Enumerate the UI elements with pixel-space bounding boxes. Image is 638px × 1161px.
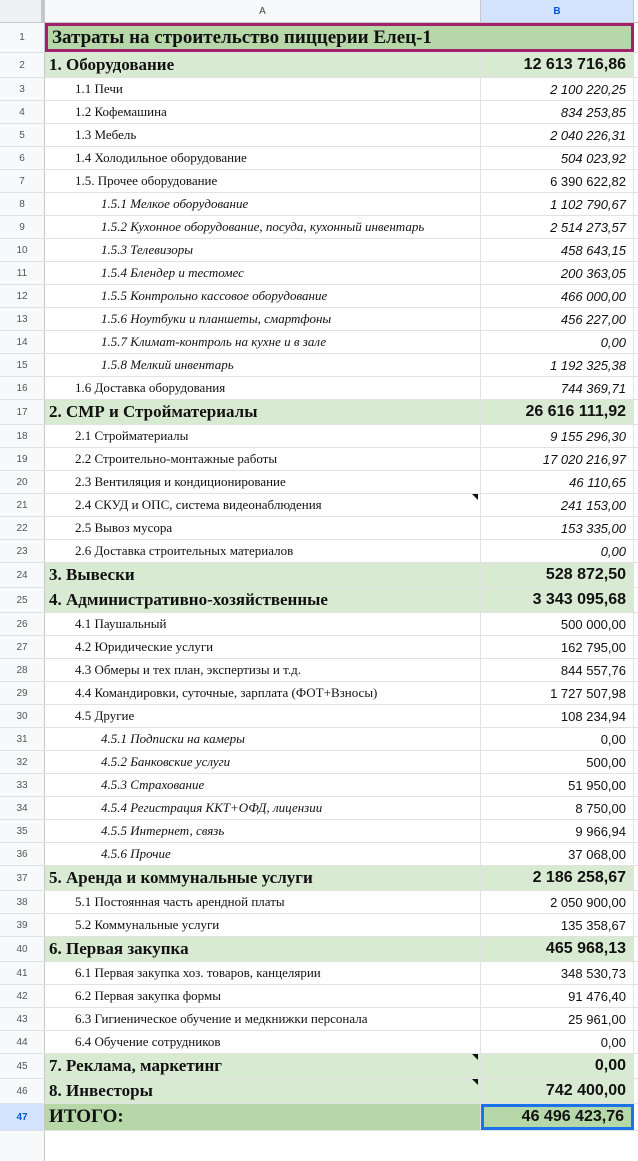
label-cell[interactable]: 4.5.1 Подписки на камеры xyxy=(45,728,481,750)
row-number[interactable]: 25 xyxy=(0,588,45,612)
label-cell[interactable]: 4.5.6 Прочие xyxy=(45,843,481,865)
label-cell[interactable]: 4.5 Другие xyxy=(45,705,481,727)
value-cell[interactable]: 500,00 xyxy=(481,751,634,773)
item-row xyxy=(0,540,638,563)
row-number[interactable]: 10 xyxy=(0,239,45,261)
section-row xyxy=(0,1079,638,1104)
value-cell[interactable]: 3 343 095,68 xyxy=(481,588,634,612)
item-row xyxy=(0,636,638,659)
item-row xyxy=(0,239,638,262)
value-cell[interactable]: 9 155 296,30 xyxy=(481,425,634,447)
label-cell[interactable]: 4.5.4 Регистрация ККТ+ОФД, лицензии xyxy=(45,797,481,819)
value-cell[interactable]: 0,00 xyxy=(481,331,634,353)
label-cell[interactable]: 4.5.3 Страхование xyxy=(45,774,481,796)
label-cell[interactable]: 1.5.4 Блендер и тестомес xyxy=(45,262,481,284)
item-row xyxy=(0,613,638,636)
value-cell[interactable]: 466 000,00 xyxy=(481,285,634,307)
row-number[interactable]: 22 xyxy=(0,517,45,539)
value-cell[interactable]: 1 102 790,67 xyxy=(481,193,634,215)
item-row xyxy=(0,914,638,937)
value-cell[interactable]: 2 050 900,00 xyxy=(481,891,634,913)
column-header-bar xyxy=(0,0,638,23)
label-cell[interactable]: 1.3 Мебель xyxy=(45,124,481,146)
row-number[interactable]: 18 xyxy=(0,425,45,447)
row-number[interactable]: 20 xyxy=(0,471,45,493)
value-cell[interactable]: 46 110,65 xyxy=(481,471,634,493)
row-number[interactable]: 31 xyxy=(0,728,45,750)
label-cell[interactable]: 2.4 СКУД и ОПС, система видеонаблюдения xyxy=(45,494,481,516)
row-number[interactable]: 28 xyxy=(0,659,45,681)
value-cell[interactable]: 37 068,00 xyxy=(481,843,634,865)
item-row xyxy=(0,797,638,820)
row-number[interactable]: 16 xyxy=(0,377,45,399)
label-cell[interactable]: 4.5.5 Интернет, связь xyxy=(45,820,481,842)
value-cell[interactable]: 1 727 507,98 xyxy=(481,682,634,704)
item-row xyxy=(0,891,638,914)
empty-row xyxy=(0,1131,638,1161)
row-number[interactable]: 29 xyxy=(0,682,45,704)
label-cell[interactable]: 2.2 Строительно-монтажные работы xyxy=(45,448,481,470)
label-cell[interactable]: 1.2 Кофемашина xyxy=(45,101,481,123)
row-number[interactable]: 34 xyxy=(0,797,45,819)
item-row xyxy=(0,774,638,797)
label-cell[interactable]: 4. Административно-хозяйственные xyxy=(45,588,481,612)
item-row xyxy=(0,377,638,400)
item-row xyxy=(0,517,638,540)
row-number[interactable]: 39 xyxy=(0,914,45,936)
label-cell[interactable]: 5. Аренда и коммунальные услуги xyxy=(45,866,481,890)
value-cell[interactable]: 742 400,00 xyxy=(481,1079,634,1103)
row-number[interactable]: 33 xyxy=(0,774,45,796)
label-cell[interactable]: 1.5.2 Кухонное оборудование, посуда, кухонный инвентарь xyxy=(45,216,481,238)
row-number[interactable]: 27 xyxy=(0,636,45,658)
row-number[interactable]: 21 xyxy=(0,494,45,516)
value-cell[interactable]: 6 390 622,82 xyxy=(481,170,634,192)
label-cell[interactable]: 4.3 Обмеры и тех план, экспертизы и т.д. xyxy=(45,659,481,681)
row-number[interactable]: 6 xyxy=(0,147,45,169)
item-row xyxy=(0,354,638,377)
value-cell[interactable]: 1 192 325,38 xyxy=(481,354,634,376)
row-number[interactable]: 13 xyxy=(0,308,45,330)
value-cell[interactable]: 241 153,00 xyxy=(481,494,634,516)
sheet-title-cell[interactable]: Затраты на строительство пиццерии Елец-1 xyxy=(45,23,634,52)
row-number[interactable]: 32 xyxy=(0,751,45,773)
row-number[interactable]: 44 xyxy=(0,1031,45,1053)
item-row xyxy=(0,308,638,331)
label-cell[interactable]: 1.4 Холодильное оборудование xyxy=(45,147,481,169)
row-number[interactable] xyxy=(0,1131,45,1161)
row-number[interactable]: 30 xyxy=(0,705,45,727)
label-cell[interactable]: 5.2 Коммунальные услуги xyxy=(45,914,481,936)
value-cell[interactable]: 162 795,00 xyxy=(481,636,634,658)
item-row xyxy=(0,448,638,471)
label-cell[interactable]: 3. Вывески xyxy=(45,563,481,587)
value-cell[interactable]: 2 100 220,25 xyxy=(481,78,634,100)
value-cell[interactable]: 528 872,50 xyxy=(481,563,634,587)
value-cell[interactable]: 26 616 111,92 xyxy=(481,400,634,424)
value-cell[interactable]: 135 358,67 xyxy=(481,914,634,936)
item-row xyxy=(0,985,638,1008)
value-cell[interactable]: 91 476,40 xyxy=(481,985,634,1007)
label-cell[interactable]: 1.6 Доставка оборудования xyxy=(45,377,481,399)
item-row xyxy=(0,331,638,354)
label-cell[interactable]: 4.1 Паушальный xyxy=(45,613,481,635)
label-cell[interactable]: 6.1 Первая закупка хоз. товаров, канцелярии xyxy=(45,962,481,984)
label-cell[interactable]: 2.3 Вентиляция и кондиционирование xyxy=(45,471,481,493)
item-row xyxy=(0,78,638,101)
column-header-a[interactable]: A xyxy=(45,0,481,22)
comment-indicator-icon[interactable] xyxy=(472,1054,478,1060)
item-row xyxy=(0,285,638,308)
label-cell[interactable]: 6.4 Обучение сотрудников xyxy=(45,1031,481,1053)
item-row xyxy=(0,262,638,285)
label-cell[interactable]: 2. СМР и Стройматериалы xyxy=(45,400,481,424)
value-cell[interactable]: 834 253,85 xyxy=(481,101,634,123)
value-cell[interactable]: 0,00 xyxy=(481,540,634,562)
row-number[interactable]: 5 xyxy=(0,124,45,146)
total-row xyxy=(0,1104,638,1131)
row-number[interactable]: 9 xyxy=(0,216,45,238)
label-cell[interactable]: 1.5.7 Климат-контроль на кухне и в зале xyxy=(45,331,481,353)
row-number[interactable]: 47 xyxy=(0,1104,45,1130)
item-row xyxy=(0,843,638,866)
value-cell[interactable]: 0,00 xyxy=(481,1031,634,1053)
section-row xyxy=(0,588,638,613)
row-number[interactable]: 7 xyxy=(0,170,45,192)
section-row xyxy=(0,563,638,588)
item-row xyxy=(0,147,638,170)
value-cell[interactable]: 348 530,73 xyxy=(481,962,634,984)
row-number[interactable]: 2 xyxy=(0,53,45,77)
value-cell[interactable]: 17 020 216,97 xyxy=(481,448,634,470)
value-cell[interactable]: 200 363,05 xyxy=(481,262,634,284)
row-number[interactable]: 15 xyxy=(0,354,45,376)
item-row xyxy=(0,659,638,682)
label-cell[interactable]: 1.5. Прочее оборудование xyxy=(45,170,481,192)
item-row xyxy=(0,962,638,985)
row-number[interactable]: 8 xyxy=(0,193,45,215)
label-cell[interactable]: 7. Реклама, маркетинг xyxy=(45,1054,481,1078)
row-number[interactable]: 26 xyxy=(0,613,45,635)
value-cell[interactable]: 2 040 226,31 xyxy=(481,124,634,146)
value-cell[interactable]: 153 335,00 xyxy=(481,517,634,539)
value-cell[interactable]: 500 000,00 xyxy=(481,613,634,635)
row-number[interactable]: 42 xyxy=(0,985,45,1007)
label-cell[interactable]: 6.2 Первая закупка формы xyxy=(45,985,481,1007)
value-cell[interactable]: 504 023,92 xyxy=(481,147,634,169)
label-cell[interactable]: 4.4 Командировки, суточные, зарплата (ФОТ+Взносы) xyxy=(45,682,481,704)
value-cell[interactable]: 456 227,00 xyxy=(481,308,634,330)
row-number[interactable]: 14 xyxy=(0,331,45,353)
value-cell[interactable]: 465 968,13 xyxy=(481,937,634,961)
total-label-cell[interactable]: ИТОГО: xyxy=(45,1104,481,1130)
item-row xyxy=(0,728,638,751)
value-cell[interactable]: 51 950,00 xyxy=(481,774,634,796)
label-cell[interactable]: 1.5.8 Мелкий инвентарь xyxy=(45,354,481,376)
value-cell[interactable]: 0,00 xyxy=(481,1054,634,1078)
label-cell[interactable]: 1.5.5 Контрольно кассовое оборудование xyxy=(45,285,481,307)
row-number[interactable]: 11 xyxy=(0,262,45,284)
row-number[interactable]: 36 xyxy=(0,843,45,865)
value-cell[interactable]: 12 613 716,86 xyxy=(481,53,634,77)
label-cell[interactable]: 1.5.1 Мелкое оборудование xyxy=(45,193,481,215)
label-cell[interactable]: 2.6 Доставка строительных материалов xyxy=(45,540,481,562)
select-all-corner[interactable] xyxy=(0,0,45,22)
row-number[interactable]: 35 xyxy=(0,820,45,842)
row-number[interactable]: 1 xyxy=(0,23,45,52)
item-row xyxy=(0,494,638,517)
row-number[interactable]: 4 xyxy=(0,101,45,123)
row-number[interactable]: 46 xyxy=(0,1079,45,1103)
row-number[interactable]: 41 xyxy=(0,962,45,984)
section-row xyxy=(0,53,638,78)
value-cell[interactable]: 744 369,71 xyxy=(481,377,634,399)
label-cell[interactable]: 6.3 Гигиеническое обучение и медкнижки персонала xyxy=(45,1008,481,1030)
label-cell[interactable]: 5.1 Постоянная часть арендной платы xyxy=(45,891,481,913)
row-number[interactable]: 12 xyxy=(0,285,45,307)
value-cell[interactable]: 25 961,00 xyxy=(481,1008,634,1030)
value-cell[interactable]: 0,00 xyxy=(481,728,634,750)
data-rows xyxy=(0,53,638,1104)
row-number[interactable]: 23 xyxy=(0,540,45,562)
label-cell[interactable]: 4.5.2 Банковские услуги xyxy=(45,751,481,773)
row-number[interactable]: 17 xyxy=(0,400,45,424)
label-cell[interactable]: 1.1 Печи xyxy=(45,78,481,100)
comment-indicator-icon[interactable] xyxy=(472,1079,478,1085)
comment-indicator-icon[interactable] xyxy=(472,494,478,500)
value-cell[interactable]: 8 750,00 xyxy=(481,797,634,819)
row-number[interactable]: 3 xyxy=(0,78,45,100)
item-row xyxy=(0,1031,638,1054)
label-cell[interactable]: 2.5 Вывоз мусора xyxy=(45,517,481,539)
label-cell[interactable]: 4.2 Юридические услуги xyxy=(45,636,481,658)
section-row xyxy=(0,1054,638,1079)
item-row xyxy=(0,170,638,193)
row-number[interactable]: 38 xyxy=(0,891,45,913)
total-value-cell-selected[interactable]: 46 496 423,76 xyxy=(481,1104,634,1130)
section-row xyxy=(0,937,638,962)
row-number[interactable]: 40 xyxy=(0,937,45,961)
row-number[interactable]: 24 xyxy=(0,563,45,587)
value-cell[interactable]: 2 514 273,57 xyxy=(481,216,634,238)
value-cell[interactable]: 2 186 258,67 xyxy=(481,866,634,890)
item-row xyxy=(0,682,638,705)
row-number[interactable]: 19 xyxy=(0,448,45,470)
item-row xyxy=(0,193,638,216)
item-row xyxy=(0,216,638,239)
item-row xyxy=(0,101,638,124)
section-row xyxy=(0,866,638,891)
label-cell[interactable]: 8. Инвесторы xyxy=(45,1079,481,1103)
value-cell[interactable]: 9 966,94 xyxy=(481,820,634,842)
item-row xyxy=(0,471,638,494)
label-cell[interactable]: 2.1 Стройматериалы xyxy=(45,425,481,447)
title-row xyxy=(0,23,638,53)
row-number[interactable]: 37 xyxy=(0,866,45,890)
row-number[interactable]: 45 xyxy=(0,1054,45,1078)
label-cell[interactable]: 1.5.6 Ноутбуки и планшеты, смартфоны xyxy=(45,308,481,330)
label-cell[interactable]: 6. Первая закупка xyxy=(45,937,481,961)
column-header-b[interactable]: B xyxy=(481,0,634,22)
item-row xyxy=(0,820,638,843)
item-row xyxy=(0,751,638,774)
label-cell[interactable]: 1. Оборудование xyxy=(45,53,481,77)
item-row xyxy=(0,425,638,448)
value-cell[interactable]: 458 643,15 xyxy=(481,239,634,261)
item-row xyxy=(0,124,638,147)
value-cell[interactable]: 844 557,76 xyxy=(481,659,634,681)
row-number[interactable]: 43 xyxy=(0,1008,45,1030)
label-cell[interactable]: 1.5.3 Телевизоры xyxy=(45,239,481,261)
section-row xyxy=(0,400,638,425)
item-row xyxy=(0,705,638,728)
item-row xyxy=(0,1008,638,1031)
value-cell[interactable]: 108 234,94 xyxy=(481,705,634,727)
